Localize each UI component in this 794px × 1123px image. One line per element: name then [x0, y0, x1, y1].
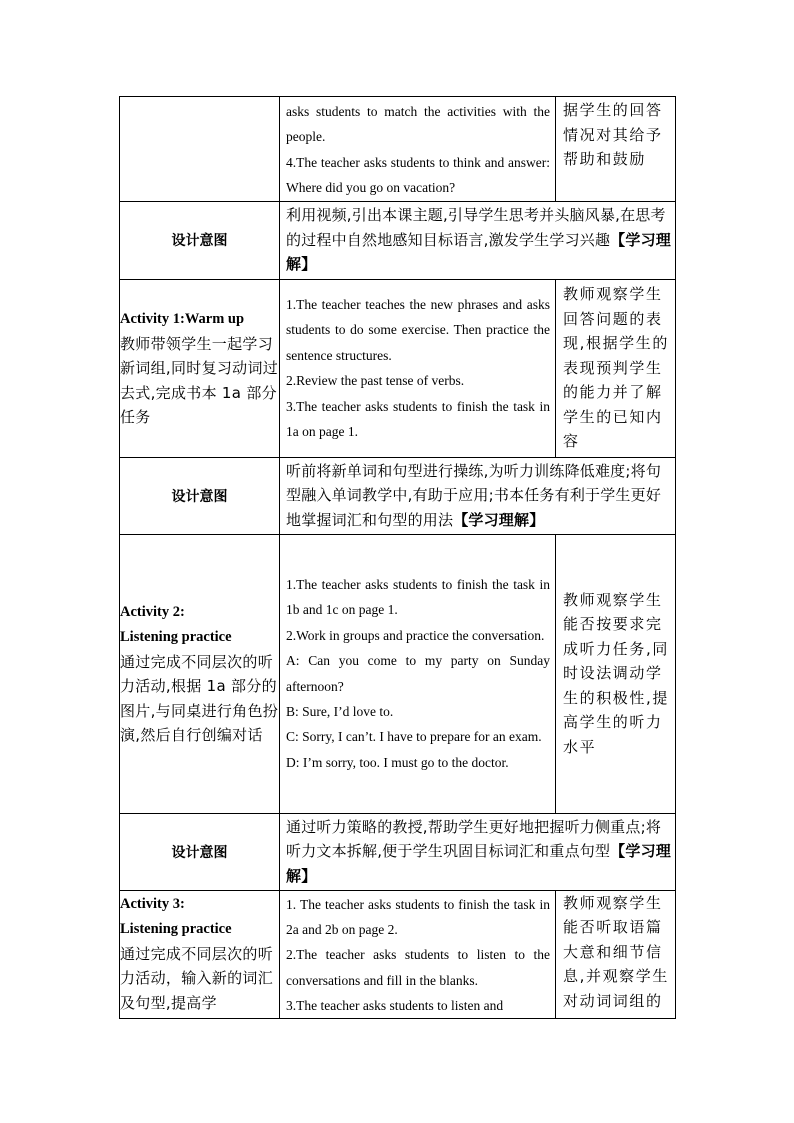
- table-row: [120, 813, 676, 890]
- evaluation-text: 教师观察学生回答问题的表现,根据学生的表现预判学生的能力并了解学生的已知内容: [563, 285, 669, 451]
- activity-cell: [120, 97, 280, 202]
- procedure-cell: [280, 890, 556, 1018]
- evaluation-cell: [556, 279, 676, 457]
- intent-text-cell: [280, 201, 676, 279]
- procedure-line: 2.The teacher asks students to listen to the conversations and fill in the blanks.: [286, 947, 550, 988]
- procedure-line: 3.The teacher asks students to listen and: [286, 998, 504, 1014]
- activity-description: 通过完成不同层次的听力活动，输入新的词汇及句型,提高学: [120, 944, 274, 1012]
- procedure-cell: [280, 534, 556, 813]
- activity-title: Activity 3:: [120, 895, 185, 912]
- activity-subtitle: Listening practice: [120, 628, 232, 645]
- procedure-line: 1.The teacher asks students to finish the task in 1b and 1c on page 1.: [286, 577, 550, 618]
- dialogue-line: C: Sorry, I can’t. I have to prepare for an exam.: [286, 729, 542, 745]
- activity-title: Activity 2:: [120, 603, 185, 620]
- table-row: [120, 890, 676, 1018]
- intent-tag: 【学习理解】: [286, 842, 671, 885]
- intent-text-cell: [280, 457, 676, 534]
- intent-tag: 【学习理解】: [286, 230, 671, 274]
- intent-text: 利用视频,引出本课主题,引导学生思考并头脑风暴,在思考的过程中自然地感知目标语言,激发学生学习兴趣: [286, 206, 666, 249]
- lesson-plan-table: [119, 96, 676, 1019]
- table-row: [120, 201, 676, 279]
- table-row: [120, 534, 676, 813]
- procedure-line: 2.Work in groups and practice the conversation.: [286, 627, 545, 643]
- activity-subtitle: Listening practice: [120, 920, 232, 937]
- activity-description: 教师带领学生一起学习新词组,同时复习动词过去式,完成书本 1a 部分任务: [120, 334, 279, 427]
- procedure-cell: [280, 279, 556, 457]
- intent-label: 设计意图: [171, 233, 228, 250]
- procedure-line: asks students to match the activities with the people.: [286, 104, 550, 145]
- intent-text: 听前将新单词和句型进行操练,为听力训练降低难度;将句型融入单词教学中,有助于应用;书本任务有利于学生更好地掌握词汇和句型的用法: [286, 461, 662, 529]
- procedure-line: 1.The teacher teaches the new phrases and asks students to do some exercise. Then practice the sentence structures.: [286, 296, 550, 363]
- procedure-cell: [280, 97, 556, 202]
- dialogue-line: A: Can you come to my party on Sunday afternoon?: [286, 653, 550, 694]
- evaluation-text: 据学生的回答情况对其给予帮助和鼓励: [563, 101, 663, 168]
- dialogue-line: B: Sure, I’d love to.: [286, 704, 394, 720]
- intent-label-cell: [120, 201, 280, 279]
- activity-cell: [120, 534, 280, 813]
- evaluation-cell: [556, 890, 676, 1018]
- evaluation-cell: [556, 97, 676, 202]
- intent-label: 设计意图: [171, 488, 228, 505]
- activity-cell: [120, 279, 280, 457]
- evaluation-text: 教师观察学生能否听取语篇大意和细节信息,并观察学生对动词词组的: [563, 893, 669, 1010]
- activity-title: Activity 1:Warm up: [120, 310, 245, 327]
- activity-description: 通过完成不同层次的听力活动,根据 1a 部分的图片,与同桌进行角色扮演,然后自行创编对话: [120, 652, 279, 745]
- evaluation-text: 教师观察学生能否按要求完成听力任务,同时设法调动学生的积极性,提高学生的听力水平: [563, 590, 669, 756]
- intent-text: 通过听力策略的教授,帮助学生更好地把握听力侧重点;将听力文本拆解,便于学生巩固目标词汇和重点句型: [286, 817, 662, 861]
- table-row: [120, 279, 676, 457]
- intent-label-cell: [120, 813, 280, 890]
- table-row: [120, 97, 676, 202]
- table-row: [120, 457, 676, 534]
- intent-tag: 【学习理解】: [453, 510, 545, 529]
- intent-text-cell: [280, 813, 676, 890]
- procedure-line: 2.Review the past tense of verbs.: [286, 373, 465, 389]
- intent-label-cell: [120, 457, 280, 534]
- evaluation-cell: [556, 534, 676, 813]
- intent-label: 设计意图: [171, 844, 228, 861]
- procedure-line: 4.The teacher asks students to think and answer: Where did you go on vacation?: [286, 154, 550, 196]
- procedure-line: 3.The teacher asks students to finish the task in 1a on page 1.: [286, 398, 550, 439]
- procedure-line: 1. The teacher asks students to finish the task in 2a and 2b on page 2.: [286, 896, 550, 938]
- dialogue-line: D: I’m sorry, too. I must go to the doctor.: [286, 754, 509, 770]
- activity-cell: [120, 890, 280, 1018]
